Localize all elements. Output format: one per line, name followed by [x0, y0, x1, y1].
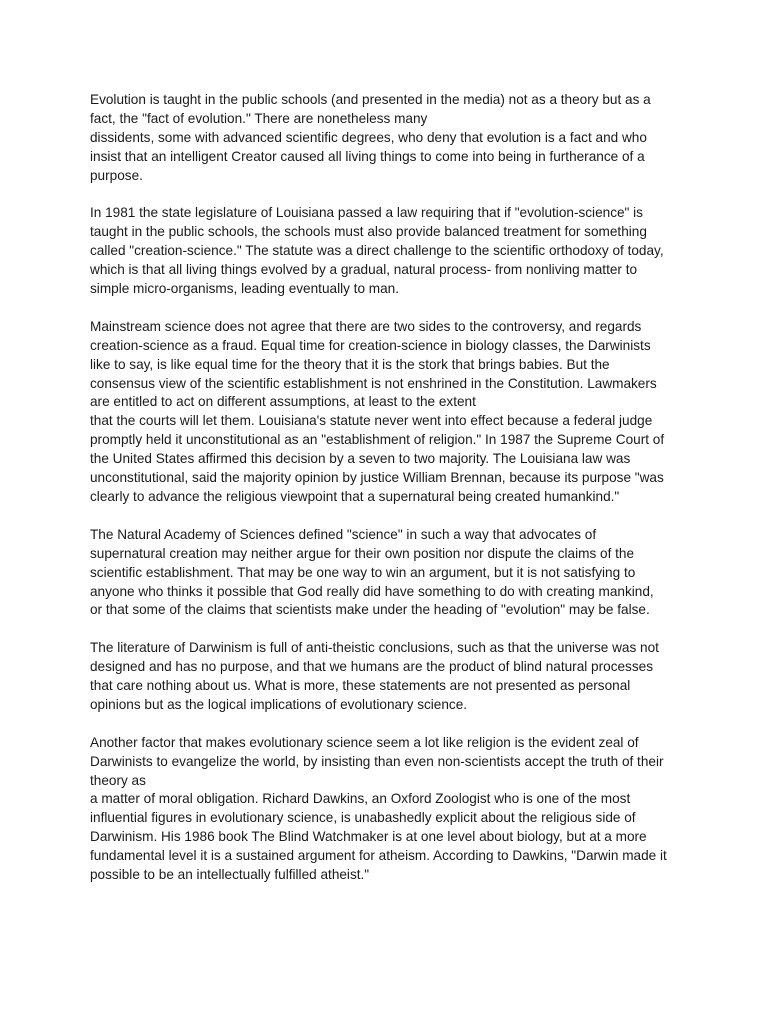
text-line: unconstitutional, said the majority opinion by justice William Brennan, because its purpose "was [90, 470, 664, 486]
text-line: that the courts will let them. Louisiana's statute never went into effect because a federal judge [90, 413, 653, 429]
text-line: Darwinism. His 1986 book The Blind Watchmaker is at one level about biology, but at a more [90, 829, 647, 845]
text-line: theory as [90, 772, 146, 788]
paragraph [90, 91, 690, 186]
paragraph [90, 734, 690, 885]
text-line: Darwinists to evangelize the world, by insisting than even non-scientists accept the truth of their [90, 753, 664, 769]
document-body [90, 91, 690, 904]
text-line: clearly to advance the religious viewpoint that a supernatural being created humankind." [90, 489, 620, 504]
text-line: like to say, is like equal time for the theory that it is the stork that brings babies. But the [90, 356, 610, 372]
text-line: simple micro-organisms, leading eventually to man. [90, 281, 400, 297]
text-line: opinions but as the logical implications of evolutionary science. [90, 696, 468, 712]
text-line: taught in the public schools, the schools must also provide balanced treatment for something [90, 224, 647, 240]
text-line: creation-science as a fraud. Equal time for creation-science in biology classes, the Darwinists [90, 337, 651, 353]
text-line: In 1981 the state legislature of Louisiana passed a law requiring that if "evolution-science" is [90, 205, 643, 221]
text-line: possible to be an intellectually fulfilled atheist." [90, 867, 370, 883]
text-line: designed and has no purpose, and that we humans are the product of blind natural processes [90, 659, 654, 675]
paragraph [90, 318, 690, 507]
text-line: consensus view of the scientific establishment is not enshrined in the Constitution. Lawmakers [90, 375, 657, 391]
text-line: The Natural Academy of Sciences defined "science" in such a way that advocates of [90, 526, 597, 542]
text-line: supernatural creation may neither argue for their own position nor dispute the claims of the [90, 545, 635, 561]
text-line: are entitled to act on different assumptions, at least to the extent [90, 394, 476, 410]
paragraph [90, 639, 690, 715]
text-line: which is that all living things evolved by a gradual, natural process- from nonliving matter to [90, 262, 638, 278]
text-line: insist that an intelligent Creator caused all living things to come into being in furtherance of a [90, 148, 645, 164]
text-line: called "creation-science." The statute was a direct challenge to the scientific orthodoxy of today, [90, 243, 664, 259]
text-line: The literature of Darwinism is full of anti-theistic conclusions, such as that the universe was not [90, 640, 659, 656]
text-line: promptly held it unconstitutional as an "establishment of religion." In 1987 the Supreme Court of [90, 432, 665, 448]
text-line: a matter of moral obligation. Richard Dawkins, an Oxford Zoologist who is one of the most [90, 791, 631, 807]
paragraph [90, 204, 690, 299]
text-line: purpose. [90, 167, 143, 183]
text-line: Another factor that makes evolutionary science seem a lot like religion is the evident zeal of [90, 734, 639, 750]
paragraph [90, 526, 690, 621]
text-line: fundamental level it is a sustained argument for atheism. According to Dawkins, "Darwin made it [90, 848, 667, 864]
text-line: the United States affirmed this decision by a seven to two majority. The Louisiana law was [90, 451, 631, 467]
text-line: fact, the "fact of evolution." There are nonetheless many [90, 110, 428, 126]
text-line: influential figures in evolutionary science, is unabashedly explicit about the religious side of [90, 810, 636, 826]
text-line: Mainstream science does not agree that there are two sides to the controversy, and regards [90, 318, 642, 334]
text-line: Evolution is taught in the public schools (and presented in the media) not as a theory but as a [90, 92, 651, 107]
text-line: or that some of the claims that scientists make under the heading of "evolution" may be false. [90, 602, 650, 618]
text-line: anyone who thinks it possible that God really did have something to do with creating mankind, [90, 583, 654, 599]
text-line: that care nothing about us. What is more, these statements are not presented as personal [90, 678, 631, 694]
text-line: scientific establishment. That may be one way to win an argument, but it is not satisfying to [90, 564, 636, 580]
text-line: dissidents, some with advanced scientific degrees, who deny that evolution is a fact and who [90, 129, 647, 145]
